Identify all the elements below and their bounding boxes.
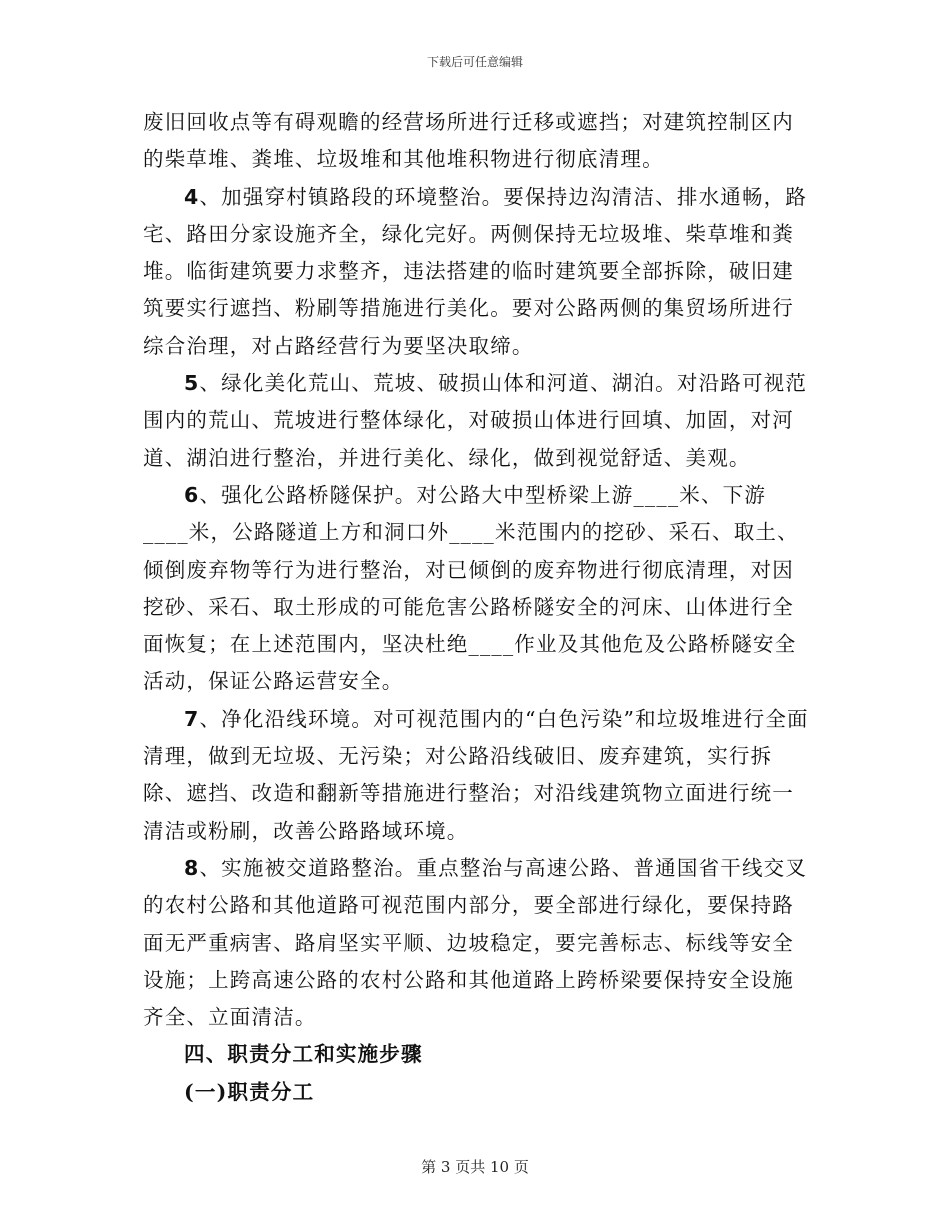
list-item-6 [143,477,809,701]
list-item-4 [143,179,809,365]
item-text: 、净化沿线环境。对可视范围内的“白色污染”和垃圾堆进行全面清理，做到无垃圾、无污染；对公路沿线破旧、废弃建筑，实行拆除、遮挡、改造和翻新等措施进行整治；对沿线建筑物立面进行统一清洁或粉刷，改善公路路域环境。 [143,706,809,843]
page-header: 下载后可任意编辑 [426,55,523,69]
item-text: 、绿化美化荒山、荒坡、破损山体和河道、湖泊。对沿路可视范围内的荒山、荒坡进行整体绿化，对破损山体进行回填、加固，对河道、湖泊进行整治，并进行美化、绿化，做到视觉舒适、美观。 [143,371,808,470]
paragraph-continued: 废旧回收点等有碍观瞻的经营场所进行迁移或遮挡；对建筑控制区内的柴草堆、粪堆、垃圾堆和其他堆积物进行彻底清理。 [143,110,794,172]
item-number: 6 [184,482,200,507]
page-footer: 第 3 页共 10 页 [421,1158,529,1176]
item-number: 7 [184,706,200,731]
item-text: 、加强穿村镇路段的环境整治。要保持边沟清洁、排水通畅，路宅、路田分家设施齐全，绿化完好。两侧保持无垃圾堆、柴草堆和粪堆。临街建筑要力求整齐，违法搭建的临时建筑要全部拆除，破旧建筑要实行遮挡、粉刷等措施进行美化。要对公路两侧的集贸场所进行综合治理，对占路经营行为要坚决取缔。 [143,184,808,358]
item-text: 、强化公路桥隧保护。对公路大中型桥梁上游____米、下游____米，公路隧道上方和洞口外____米范围内的挖砂、采石、取土、倾倒废弃物等行为进行整治，对已倾倒的废弃物进行彻底清理，对因挖砂、采石、取土形成的可能危害公路桥隧安全的河床、山体进行全面恢复；在上述范围内，坚决杜绝____作业及其他危及公路桥隧安全活动，保证公路运营安全。 [143,482,799,694]
item-text: 、实施被交道路整治。重点整治与高速公路、普通国省干线交叉的农村公路和其他道路可视范围内部分，要全部进行绿化，要保持路面无严重病害、路肩坚实平顺、边坡稳定，要完善标志、标线等安全设施；上跨高速公路的农村公路和其他道路上跨桥梁要保持安全设施齐全、立面清洁。 [143,855,808,1030]
list-item-8 [143,850,809,1036]
subsection-heading: (一)职责分工 [184,1079,315,1104]
item-number: 4 [184,184,200,209]
item-number: 5 [184,371,200,396]
list-item-5 [143,365,809,477]
section-heading: 四、职责分工和实施步骤 [184,1042,423,1067]
list-item-7 [143,701,809,850]
document-body [143,104,809,1111]
item-number: 8 [184,855,200,880]
